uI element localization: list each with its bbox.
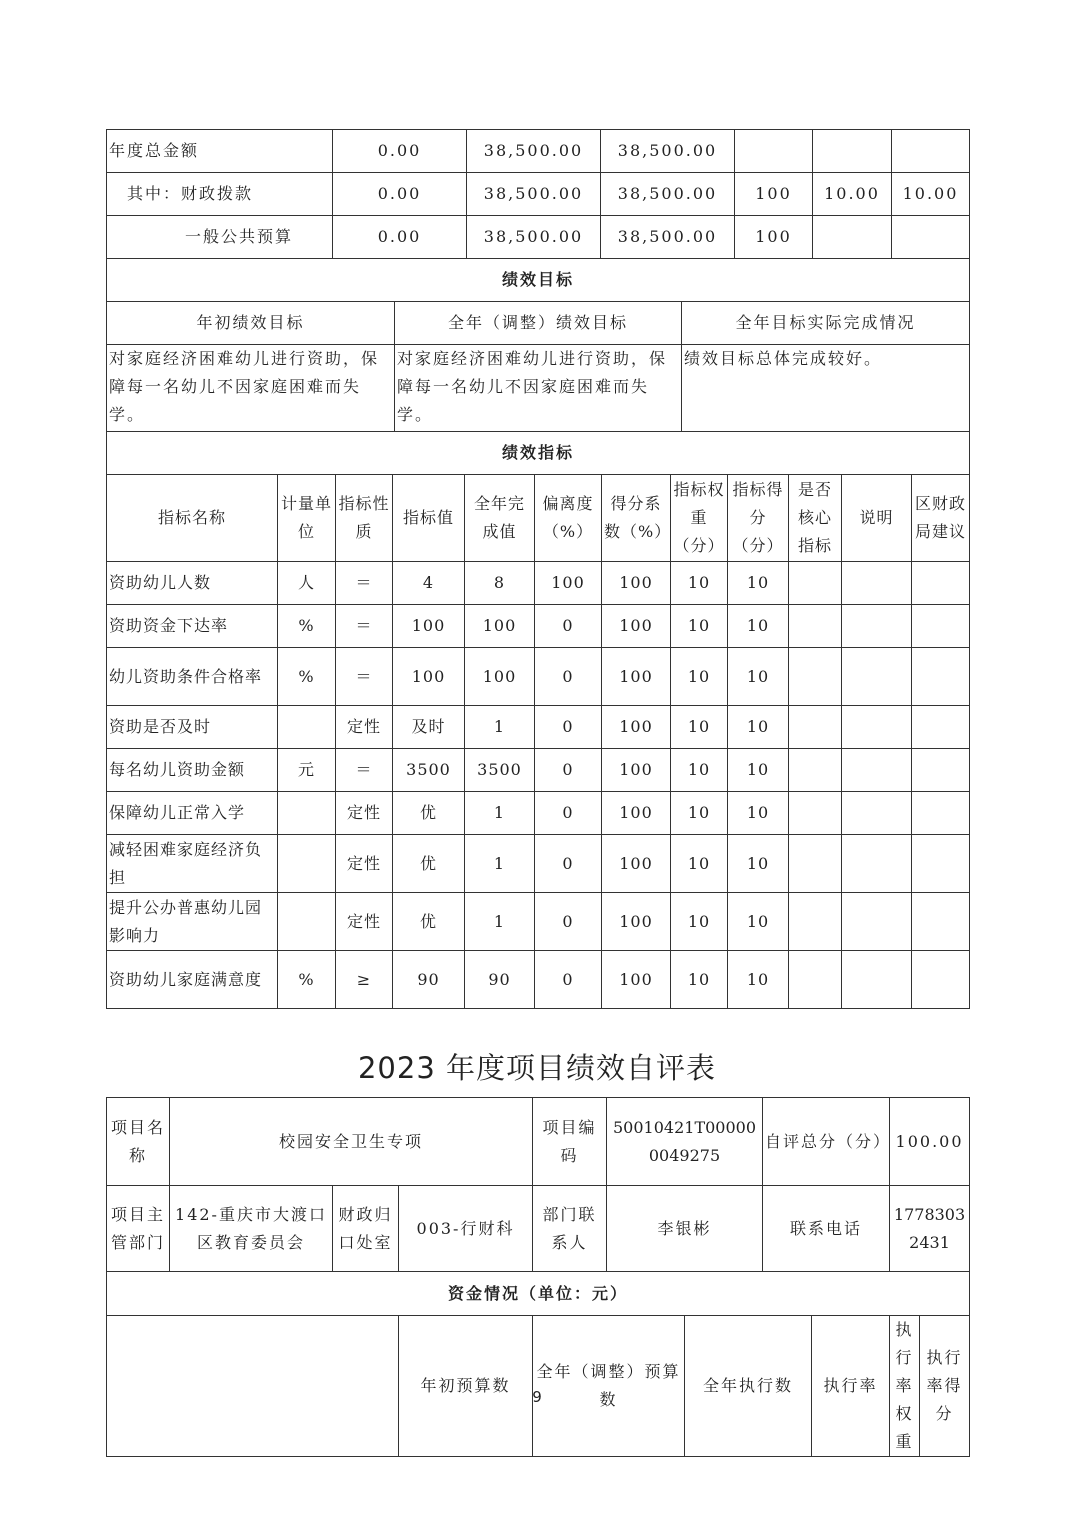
indicator-row xyxy=(107,749,970,792)
funds-row-fiscal xyxy=(107,173,970,216)
indicator-cell: 100 xyxy=(602,562,671,605)
indicator-cell: % xyxy=(278,951,336,1009)
goals-table xyxy=(106,258,970,475)
indicator-cell: 10 xyxy=(671,605,728,648)
indicator-cell: 0 xyxy=(535,951,602,1009)
project-code: 50010421T000000049275 xyxy=(607,1098,763,1186)
indicators-body xyxy=(107,562,970,1009)
indicator-cell: 定性 xyxy=(336,706,393,749)
initial-budget: 0.00 xyxy=(333,216,467,259)
indicator-cell xyxy=(842,706,912,749)
finance-office-label: 财政归口处室 xyxy=(333,1186,399,1272)
indicator-cell: 90 xyxy=(393,951,465,1009)
indicator-cell: 及时 xyxy=(393,706,465,749)
indicator-cell xyxy=(789,951,842,1009)
indicator-cell: 减轻困难家庭经济负担 xyxy=(107,835,278,893)
initial-budget: 0.00 xyxy=(333,130,467,173)
indicator-cell: 定性 xyxy=(336,893,393,951)
header-cell: 指标权重（分） xyxy=(671,475,728,562)
indicator-cell: 10 xyxy=(728,792,789,835)
rate-weight xyxy=(813,130,892,173)
header-cell: 指标性质 xyxy=(336,475,393,562)
phone-label: 联系电话 xyxy=(763,1186,890,1272)
self-score-label: 自评总分（分） xyxy=(763,1098,890,1186)
indicator-cell xyxy=(789,835,842,893)
indicator-cell xyxy=(912,605,970,648)
indicator-cell: 1 xyxy=(465,893,535,951)
header-cell: 指标名称 xyxy=(107,475,278,562)
indicator-row xyxy=(107,792,970,835)
indicator-cell xyxy=(912,951,970,1009)
indicator-cell xyxy=(842,893,912,951)
indicator-cell: 90 xyxy=(465,951,535,1009)
adjusted-budget: 38,500.00 xyxy=(467,130,601,173)
execution-rate: 100 xyxy=(735,216,813,259)
indicator-cell: 10 xyxy=(671,792,728,835)
funds-header-executed: 全年执行数 xyxy=(685,1316,812,1457)
project-name-label: 项目名称 xyxy=(107,1098,170,1186)
self-score: 100.00 xyxy=(890,1098,970,1186)
indicator-cell: 10 xyxy=(728,893,789,951)
header-cell: 是否核心指标 xyxy=(789,475,842,562)
indicator-cell: 优 xyxy=(393,893,465,951)
indicator-cell xyxy=(842,605,912,648)
executed-amount: 38,500.00 xyxy=(601,130,735,173)
indicator-cell: 10 xyxy=(671,706,728,749)
indicator-cell: 100 xyxy=(602,749,671,792)
executed-amount: 38,500.00 xyxy=(601,216,735,259)
indicator-cell: 资助幼儿家庭满意度 xyxy=(107,951,278,1009)
indicator-cell xyxy=(278,706,336,749)
indicator-cell xyxy=(789,792,842,835)
phone-number: 17783032431 xyxy=(890,1186,970,1272)
indicator-cell: 100 xyxy=(602,706,671,749)
indicator-cell: 10 xyxy=(728,951,789,1009)
indicator-cell: 4 xyxy=(393,562,465,605)
indicator-cell: % xyxy=(278,648,336,706)
indicator-cell: 10 xyxy=(671,835,728,893)
indicator-cell xyxy=(912,893,970,951)
funds-row-total xyxy=(107,130,970,173)
indicator-cell xyxy=(842,749,912,792)
indicator-cell xyxy=(842,835,912,893)
indicator-cell: 8 xyxy=(465,562,535,605)
header-cell: 指标值 xyxy=(393,475,465,562)
funds-header-adjusted: 全年（调整）预算数 xyxy=(533,1316,685,1457)
indicator-row xyxy=(107,562,970,605)
indicator-row xyxy=(107,648,970,706)
page-number: 9 xyxy=(532,1388,542,1406)
header-cell: 计量单位 xyxy=(278,475,336,562)
indicator-cell xyxy=(842,648,912,706)
indicator-cell: 10 xyxy=(671,749,728,792)
indicator-cell: 100 xyxy=(393,648,465,706)
header-cell: 全年完成值 xyxy=(465,475,535,562)
row-label: 其中：财政拨款 xyxy=(107,173,333,216)
indicator-cell: 100 xyxy=(535,562,602,605)
header-cell: 指标得分（分） xyxy=(728,475,789,562)
funds-header-weight: 执行率权重 xyxy=(890,1316,920,1457)
indicator-cell xyxy=(912,792,970,835)
funds-header-initial: 年初预算数 xyxy=(399,1316,533,1457)
indicator-cell: 0 xyxy=(535,749,602,792)
indicator-cell: 1 xyxy=(465,706,535,749)
rate-weight xyxy=(813,216,892,259)
indicator-cell xyxy=(789,648,842,706)
contact-name: 李银彬 xyxy=(607,1186,763,1272)
indicator-cell: 10 xyxy=(671,893,728,951)
indicator-cell: 100 xyxy=(465,648,535,706)
execution-rate: 100 xyxy=(735,173,813,216)
indicators-table xyxy=(106,474,970,1009)
indicator-cell: 资助是否及时 xyxy=(107,706,278,749)
header-cell: 得分系数（%） xyxy=(602,475,671,562)
indicator-cell xyxy=(789,749,842,792)
indicator-cell: 10 xyxy=(728,749,789,792)
project-code-label: 项目编码 xyxy=(533,1098,607,1186)
goals-header-adjusted: 全年（调整）绩效目标 xyxy=(395,302,682,345)
indicator-cell: 0 xyxy=(535,792,602,835)
indicator-cell: 优 xyxy=(393,792,465,835)
indicator-cell: 人 xyxy=(278,562,336,605)
indicator-cell: 0 xyxy=(535,893,602,951)
indicator-cell xyxy=(789,893,842,951)
funds-header-rate: 执行率 xyxy=(812,1316,890,1457)
indicator-cell: 幼儿资助条件合格率 xyxy=(107,648,278,706)
funds-row-general xyxy=(107,216,970,259)
indicator-cell xyxy=(278,893,336,951)
funds-section-title: 资金情况（单位：元） xyxy=(107,1272,970,1316)
indicator-cell: 10 xyxy=(671,951,728,1009)
funds-table xyxy=(106,129,970,259)
goals-header-actual: 全年目标实际完成情况 xyxy=(682,302,970,345)
indicator-cell: ＝ xyxy=(336,605,393,648)
indicator-cell: 100 xyxy=(602,893,671,951)
indicator-cell: 10 xyxy=(728,648,789,706)
indicator-cell xyxy=(789,605,842,648)
rate-weight: 10.00 xyxy=(813,173,892,216)
indicator-cell xyxy=(912,749,970,792)
indicator-row xyxy=(107,605,970,648)
indicator-cell xyxy=(278,792,336,835)
indicator-cell: 定性 xyxy=(336,792,393,835)
indicator-cell: 100 xyxy=(602,835,671,893)
executed-amount: 38,500.00 xyxy=(601,173,735,216)
initial-budget: 0.00 xyxy=(333,173,467,216)
indicator-cell: 0 xyxy=(535,706,602,749)
indicator-cell: 100 xyxy=(602,605,671,648)
indicator-cell xyxy=(789,706,842,749)
indicator-cell: ≥ xyxy=(336,951,393,1009)
indicator-cell: 资助幼儿人数 xyxy=(107,562,278,605)
dept-label: 项目主管部门 xyxy=(107,1186,170,1272)
indicator-cell: 0 xyxy=(535,648,602,706)
contact-label: 部门联系人 xyxy=(533,1186,607,1272)
indicator-cell: 100 xyxy=(602,648,671,706)
indicator-cell: 100 xyxy=(393,605,465,648)
indicator-cell: 10 xyxy=(728,835,789,893)
indicator-cell: 优 xyxy=(393,835,465,893)
funds-header-score: 执行率得分 xyxy=(920,1316,970,1457)
indicator-cell xyxy=(842,951,912,1009)
indicator-cell: 资助资金下达率 xyxy=(107,605,278,648)
indicator-cell: 3500 xyxy=(465,749,535,792)
indicator-cell: ＝ xyxy=(336,749,393,792)
header-cell: 说明 xyxy=(842,475,912,562)
rate-score: 10.00 xyxy=(892,173,970,216)
row-label: 一般公共预算 xyxy=(107,216,333,259)
indicator-cell: ＝ xyxy=(336,648,393,706)
finance-office: 003-行财科 xyxy=(399,1186,533,1272)
indicator-cell: ＝ xyxy=(336,562,393,605)
initial-goal-text: 对家庭经济困难幼儿进行资助，保障每一名幼儿不因家庭困难而失学。 xyxy=(107,345,395,432)
header-cell: 区财政局建议 xyxy=(912,475,970,562)
execution-rate xyxy=(735,130,813,173)
indicator-cell xyxy=(842,562,912,605)
form-title: 2023 年度项目绩效自评表 xyxy=(357,1051,717,1085)
indicator-cell: 10 xyxy=(728,706,789,749)
indicator-cell xyxy=(789,562,842,605)
adjusted-budget: 38,500.00 xyxy=(467,216,601,259)
header-cell: 偏离度（%） xyxy=(535,475,602,562)
indicator-cell: 3500 xyxy=(393,749,465,792)
indicator-row xyxy=(107,951,970,1009)
goals-header-initial: 年初绩效目标 xyxy=(107,302,395,345)
adjusted-goal-text: 对家庭经济困难幼儿进行资助，保障每一名幼儿不因家庭困难而失学。 xyxy=(395,345,682,432)
indicator-cell: 0 xyxy=(535,835,602,893)
indicator-cell: 100 xyxy=(465,605,535,648)
indicators-section-title: 绩效指标 xyxy=(107,432,970,475)
indicator-cell: 10 xyxy=(728,562,789,605)
indicator-row xyxy=(107,706,970,749)
indicator-cell: 保障幼儿正常入学 xyxy=(107,792,278,835)
dept-name: 142-重庆市大渡口区教育委员会 xyxy=(170,1186,333,1272)
adjusted-budget: 38,500.00 xyxy=(467,173,601,216)
rate-score xyxy=(892,216,970,259)
indicator-cell: 每名幼儿资助金额 xyxy=(107,749,278,792)
indicator-cell: 1 xyxy=(465,835,535,893)
indicator-cell: 10 xyxy=(671,562,728,605)
goals-section-title: 绩效目标 xyxy=(107,259,970,302)
row-label: 年度总金额 xyxy=(107,130,333,173)
indicator-cell: 1 xyxy=(465,792,535,835)
indicator-cell: 10 xyxy=(671,648,728,706)
indicator-cell: 100 xyxy=(602,792,671,835)
indicator-cell xyxy=(912,706,970,749)
indicator-cell: % xyxy=(278,605,336,648)
indicator-cell xyxy=(278,835,336,893)
indicators-header-row xyxy=(107,475,970,562)
indicator-cell xyxy=(912,835,970,893)
indicator-cell xyxy=(912,562,970,605)
project-name: 校园安全卫生专项 xyxy=(170,1098,533,1186)
indicator-cell xyxy=(912,648,970,706)
indicator-row xyxy=(107,893,970,951)
indicator-cell: 10 xyxy=(728,605,789,648)
rate-score xyxy=(892,130,970,173)
indicator-cell xyxy=(842,792,912,835)
indicator-cell: 定性 xyxy=(336,835,393,893)
indicator-row xyxy=(107,835,970,893)
indicator-cell: 0 xyxy=(535,605,602,648)
funds-header-blank xyxy=(107,1316,399,1457)
actual-completion-text: 绩效目标总体完成较好。 xyxy=(682,345,970,432)
indicator-cell: 提升公办普惠幼儿园影响力 xyxy=(107,893,278,951)
indicator-cell: 元 xyxy=(278,749,336,792)
indicator-cell: 100 xyxy=(602,951,671,1009)
